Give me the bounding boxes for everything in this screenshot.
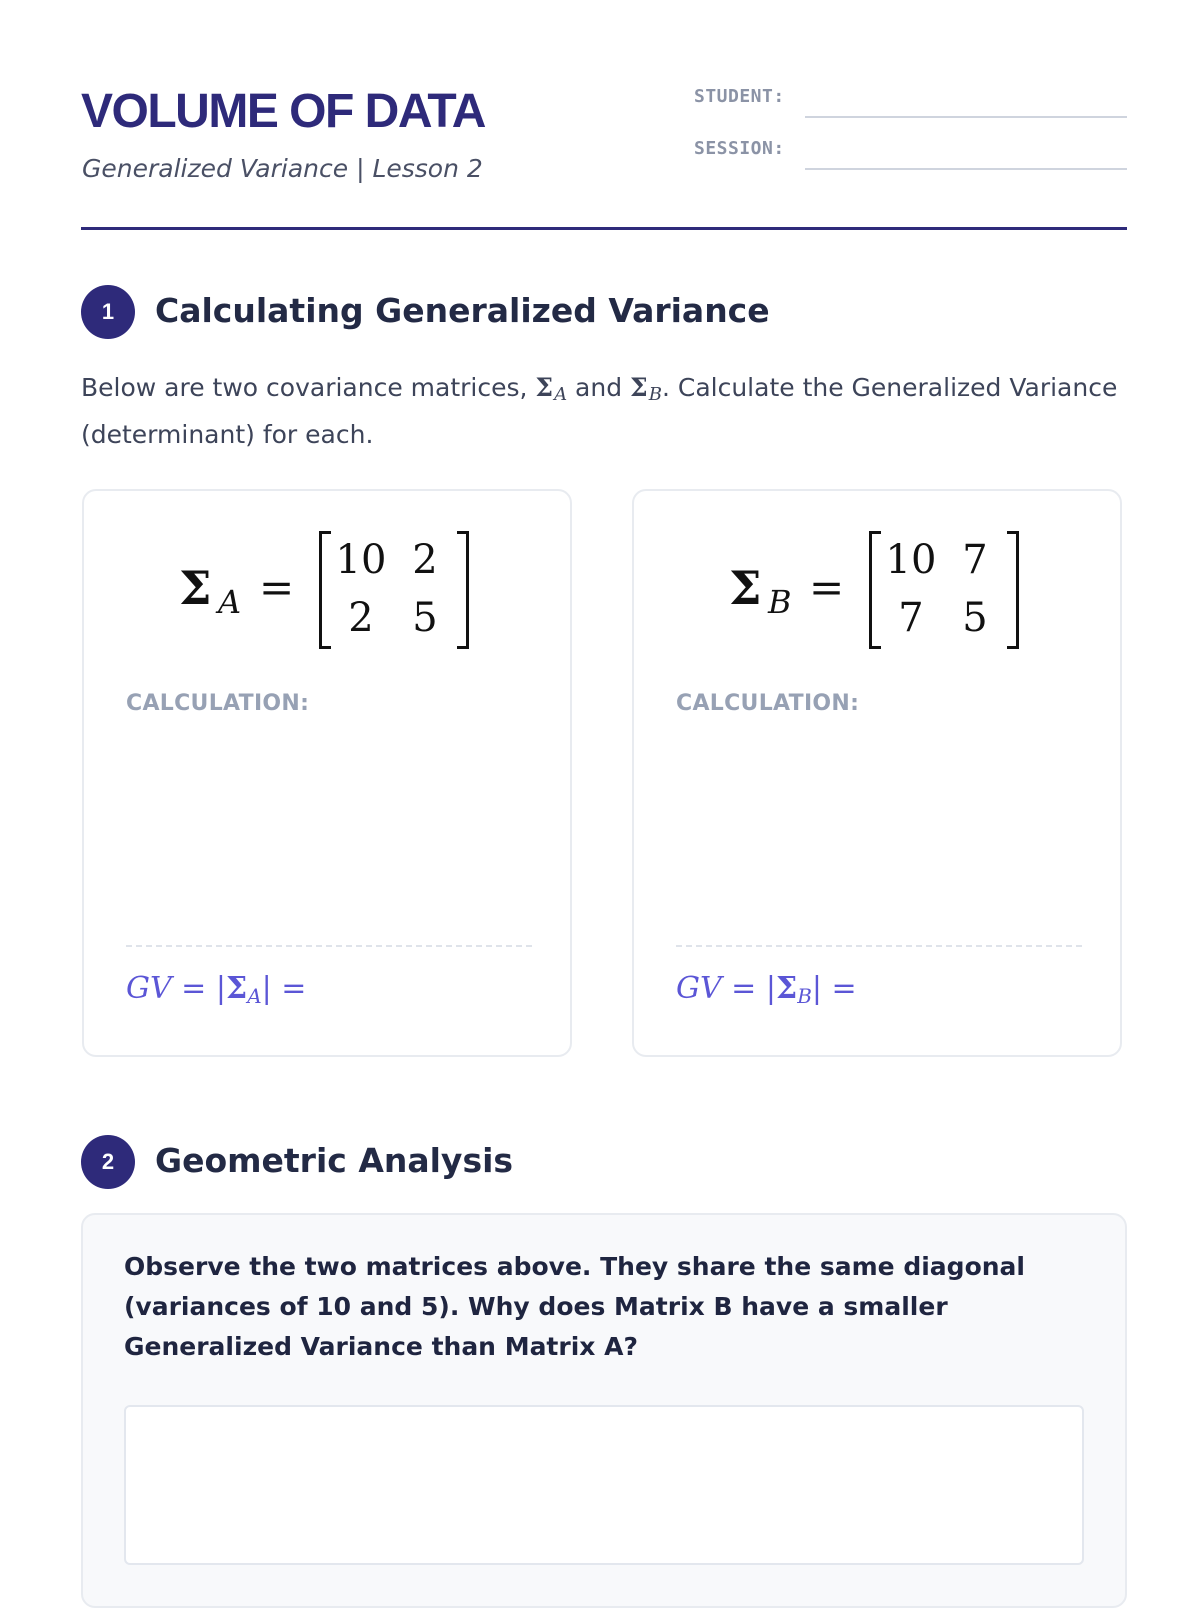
answer-divider	[126, 945, 532, 947]
section-title: Geometric Analysis	[155, 1141, 514, 1180]
matrix-cell: 5	[412, 595, 438, 641]
matrix-a-card	[82, 489, 572, 1057]
gv-label: GV	[676, 971, 722, 1006]
matrix-cell: 10	[885, 537, 937, 583]
sigma-symbol: Σ	[729, 561, 762, 615]
gv-a-answer-line[interactable]	[126, 971, 306, 1008]
section-1-heading	[81, 285, 1127, 339]
sigma-subscript: B	[768, 583, 792, 621]
sigma-symbol: Σ	[535, 373, 554, 402]
gv-label: GV	[126, 971, 172, 1006]
worksheet-header	[81, 80, 1127, 230]
student-name-field[interactable]	[805, 116, 1127, 118]
geometric-analysis-box	[81, 1213, 1127, 1608]
header-divider	[81, 227, 1127, 230]
matrix-cell: 10	[335, 537, 387, 583]
matrix-cell: 2	[348, 595, 374, 641]
intro-text: and	[575, 373, 623, 402]
student-label: STUDENT:	[694, 86, 785, 107]
answer-divider	[676, 945, 1082, 947]
intro-text: Below are two covariance matrices,	[81, 373, 528, 402]
matrix-b-equation	[729, 531, 1029, 651]
equals-sign: =	[809, 563, 845, 612]
calculation-label: CALCULATION:	[126, 691, 310, 716]
matrix-a-equation	[179, 531, 479, 651]
sigma-subscript: A	[247, 984, 262, 1008]
section-1-instructions	[81, 368, 1131, 455]
gv-operator: = |	[171, 971, 226, 1006]
sigma-symbol: Σ	[775, 971, 798, 1006]
section-number-badge: 2	[81, 1135, 135, 1189]
right-bracket	[457, 531, 469, 649]
sigma-symbol: Σ	[630, 373, 648, 402]
gv-operator: | =	[261, 971, 307, 1006]
analysis-question: Observe the two matrices above. They share the same diagonal (variances of 10 and 5). Why does Matrix B have a smaller Generalized Variance than Matrix A?	[124, 1252, 1025, 1361]
session-field[interactable]	[805, 168, 1127, 170]
right-bracket	[1007, 531, 1019, 649]
sigma-subscript: B	[648, 384, 662, 405]
sigma-subscript: A	[218, 583, 242, 621]
gv-b-answer-line[interactable]	[676, 971, 857, 1008]
sigma-symbol: Σ	[225, 971, 248, 1006]
gv-operator: | =	[811, 971, 857, 1006]
intro-text: . Calculate the Generalized Variance (determinant) for each.	[81, 373, 1118, 449]
matrix-b-card	[632, 489, 1122, 1057]
left-bracket	[869, 531, 881, 649]
matrix-cell: 7	[898, 595, 924, 641]
left-bracket	[319, 531, 331, 649]
sigma-subscript: B	[797, 984, 812, 1008]
section-title: Calculating Generalized Variance	[155, 291, 770, 330]
page-subtitle: Generalized Variance | Lesson 2	[82, 154, 483, 183]
matrix-cell: 7	[962, 537, 988, 583]
section-2-heading	[81, 1135, 1127, 1189]
matrix-cell: 5	[962, 595, 988, 641]
section-number-badge: 1	[81, 285, 135, 339]
equals-sign: =	[259, 563, 295, 612]
session-label: SESSION:	[694, 138, 785, 159]
page-title: VOLUME OF DATA	[81, 85, 485, 138]
matrix-cell: 2	[412, 537, 438, 583]
sigma-symbol: Σ	[179, 561, 212, 615]
gv-operator: = |	[721, 971, 776, 1006]
calculation-label: CALCULATION:	[676, 691, 860, 716]
sigma-subscript: A	[554, 384, 568, 405]
analysis-answer-field[interactable]	[124, 1405, 1084, 1565]
